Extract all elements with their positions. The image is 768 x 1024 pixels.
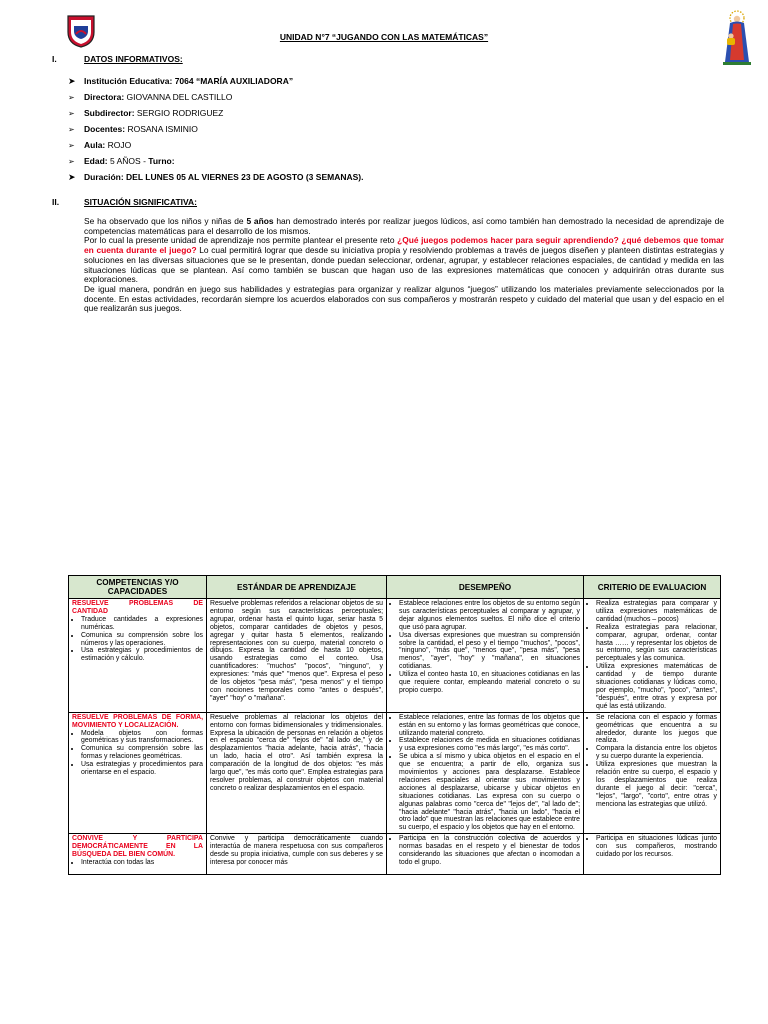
capacidades-list — [72, 616, 203, 663]
info-edad: ➢ Edad: 5 AÑOS - Turno: — [68, 156, 175, 166]
info-duracion: ➤ Duración: DEL LUNES 05 AL VIERNES 23 DE AGOSTO (3 SEMANAS). — [68, 171, 364, 182]
paragraph: Se ha observado que los niños y niñas de 5 años han demostrado interés por realizar juegos lúdicos, así como también han demostrado la necesidad de aprendizaje de competencias matemáticas para el desarrollo de los mismos. — [84, 216, 724, 236]
criterio-list — [587, 835, 717, 859]
list-item: • Utiliza expresiones que muestran la relación entre su cuerpo, el espacio y los desplazamientos que realiza durante el juego al decir: "cerca", "lejos", "largo", "corto", entre otras y menciona las estrategias que utilizó. — [596, 761, 717, 808]
info-directora: ➢ Directora: GIOVANNA DEL CASTILLO — [68, 92, 233, 102]
list-item: • Traduce cantidades a expresiones numéricas. — [81, 616, 203, 632]
desempeno-cell — [387, 712, 584, 834]
document-title: UNIDAD N°7 “JUGANDO CON LAS MATEMÁTICAS” — [279, 32, 489, 42]
arrow-bullet-icon: ➢ — [68, 108, 75, 118]
paragraph: Por lo cual la presente unidad de aprendizaje nos permite plantear el presente reto ¿Qué juegos podemos hacer para seguir aprendiendo? ¿qué debemos que tomar en cuenta durante el juego? Lo cual permitirá lograr que desde su iniciativa propia y resolviendo problemas a través de juegos diseñen y planteen distintas estrategias y soluciones en las diversas situaciones que se le presentan, donde puedan seleccionar, ordenar, agrupar, y establecer relaciones espaciales, de cantidad y medida en las situaciones lúdicas que se plantean. Así como también se buscan que hagan uso de las expresiones matemáticas que conocen y adquirirán otras durante sus exploraciones. — [84, 235, 725, 285]
competencia-title: RESUELVE PROBLEMAS DE FORMA, MOVIMIENTO Y LOCALIZACIÓN. — [72, 713, 203, 729]
competencia-title: RESUELVE PROBLEMAS DE CANTIDAD — [72, 600, 203, 615]
list-item: • Realiza estrategias para relacionar, comparar, agrupar, ordenar, contar hasta …… y representar los objetos de su entorno, según sus características perceptuales y las comunica. — [596, 624, 717, 664]
info-institucion: ➤ Institución Educativa: 7064 “MARÍA AUXILIADORA” — [68, 75, 294, 86]
desempeno-list — [390, 714, 580, 833]
estandar-cell: Resuelve problemas referidos a relacionar objetos de su entorno según sus características perceptuales; agrupar, ordenar hasta el quinto lugar, seriar hasta 5 objetos, comparar cantidades de objetos y pesos, agregar y quitar hasta 5 elementos, realizando representaciones con su cuerpo, material concreto o dibujos. Expresa la cantidad de hasta 10 objetos, usando estrategias como el conteo. Usa cuantificadores: "muchos" "pocos", "ninguno", y expresiones: "más que" "menos que". Expresa el peso de los objetos "pesa más", "pesa menos" y el tiempo con nociones temporales como "antes o después", "ayer" "hoy" o "mañana". — [207, 599, 387, 713]
list-item: • Usa estrategias y procedimientos de estimación y cálculo. — [81, 647, 203, 663]
list-item: • Realiza estrategias para comparar y utiliza expresiones matemáticas de cantidad (muchos – pocos) — [596, 600, 717, 624]
estandar-cell: Convive y participa democráticamente cuando interactúa de manera respetuosa con sus compañeros desde su propia iniciativa, cumple con sus deberes y se interesa por conocer más — [207, 834, 387, 875]
list-item: • Se relaciona con el espacio y formas geométricas que encuentra a su alrededor, durante los juegos que realiza. — [596, 714, 717, 746]
desempeno-list — [390, 835, 580, 867]
column-header: COMPETENCIAS Y/O CAPACIDADES — [69, 576, 207, 599]
list-item: • Interactúa con todas las — [81, 859, 203, 867]
criterio-cell — [584, 599, 721, 713]
table-row — [69, 599, 721, 713]
capacidades-list — [72, 730, 203, 777]
competencia-cell — [69, 599, 207, 713]
situacion-significativa-text — [84, 217, 724, 314]
desempeno-cell — [387, 834, 584, 875]
criterio-cell — [584, 712, 721, 834]
table-row — [69, 834, 721, 875]
competencia-title: CONVIVE Y PARTICIPA DEMOCRÁTICAMENTE EN LA BÚSQUEDA DEL BIEN COMÚN. — [72, 835, 203, 859]
list-item: • Utiliza el conteo hasta 10, en situaciones cotidianas en las que requiere contar, empleando material concreto o su propio cuerpo. — [399, 671, 580, 695]
list-item: • Comunica su comprensión sobre las formas y relaciones geométricas. — [81, 745, 203, 761]
criterio-cell — [584, 834, 721, 875]
section-title-datos: DATOS INFORMATIVOS: — [84, 54, 183, 64]
list-item: • Usa diversas expresiones que muestran su comprensión sobre la cantidad, el peso y el tiempo "muchos", "pocos", "ninguno", "más que", "menos que", "pesa más", "pesa menos", "ayer", "hoy" y "mañana", en situaciones cotidianas. — [399, 632, 580, 672]
section-number: II. — [52, 197, 60, 207]
arrow-bullet-icon: ➤ — [68, 171, 76, 182]
list-item: • Modela objetos con formas geométricas y sus transformaciones. — [81, 730, 203, 746]
competencias-table — [68, 575, 721, 875]
capacidades-list — [72, 859, 203, 867]
list-item: • Establece relaciones entre los objetos de su entorno según sus características perceptuales al comparar y agrupar, y dejar algunos elementos sueltos. El niño dice el criterio que usó para agrupar. — [399, 600, 580, 632]
section-title-situacion: SITUACIÓN SIGNIFICATIVA: — [84, 197, 198, 207]
info-aula: ➢ Aula: ROJO — [68, 140, 132, 150]
paragraph: De igual manera, pondrán en juego sus habilidades y estrategias para organizar y realizar algunos “juegos” utilizando los materiales previamente seleccionados por la docente. En estas actividades, recordarán siempre los acuerdos elaborados con sus compañeros y mostrarán respeto y cuidado del material que usan y del espacio en el que realizarán sus juegos. — [84, 283, 724, 314]
list-item: • Establece relaciones de medida en situaciones cotidianas y usa expresiones como "es más largo", "es más corto". — [399, 737, 580, 753]
arrow-bullet-icon: ➢ — [68, 140, 75, 150]
criterio-list — [587, 600, 717, 711]
arrow-bullet-icon: ➢ — [68, 156, 75, 166]
competencia-cell — [69, 712, 207, 834]
column-header: ESTÁNDAR DE APRENDIZAJE — [207, 576, 387, 599]
list-item: • Usa estrategias y procedimientos para orientarse en el espacio. — [81, 761, 203, 777]
list-item: • Comunica su comprensión sobre los números y las operaciones. — [81, 632, 203, 648]
section-number: I. — [52, 54, 57, 64]
arrow-bullet-icon: ➤ — [68, 75, 76, 86]
list-item: • Participa en situaciones lúdicas junto con sus compañeros, mostrando cuidado por los recursos. — [596, 835, 717, 859]
list-item: • Establece relaciones, entre las formas de los objetos que están en su entorno y las formas geométricas que conoce, utilizando material concreto. — [399, 714, 580, 738]
arrow-bullet-icon: ➢ — [68, 92, 75, 102]
column-header: DESEMPEÑO — [387, 576, 584, 599]
table-header-row — [69, 576, 721, 599]
list-item: • Compara la distancia entre los objetos y su cuerpo durante la experiencia. — [596, 745, 717, 761]
info-subdirector: ➢ Subdirector: SERGIO RODRIGUEZ — [68, 108, 224, 118]
school-logo — [66, 14, 96, 48]
desempeno-list — [390, 600, 580, 695]
table-row — [69, 712, 721, 834]
list-item: • Se ubica a sí mismo y ubica objetos en el espacio en el que se encuentra; a partir de ello, organiza sus movimientos y acciones para desplazarse. Establece relaciones espaciales al orientar sus movimientos y acciones al desplazarse, ubicarse y ubicar objetos en situaciones cotidianas. Las expresa con su cuerpo o algunas palabras como "cerca de" "lejos de", "al lado de"; "hacia adelante" "hacia atrás", "hacia un lado", "hacia el otro lado" que muestran las relaciones que establece entre su cuerpo, el espacio y los objetos que hay en el entorno. — [399, 753, 580, 832]
competencia-cell — [69, 834, 207, 875]
estandar-cell: Resuelve problemas al relacionar los objetos del entorno con formas bidimensionales y tridimensionales. Expresa la ubicación de personas en relación a objetos en el espacio "cerca de" "lejos de" "al lado de," y de desplazamientos "hacia adelante, hacia atrás", "hacia un lado, hacia el otro". Así también expresa la comparación de la longitud de dos objetos: "es más largo que", "es más corto que". Emplea estrategias para resolver problemas, al construir objetos con material concreto o realizar desplazamientos en el espacio. — [207, 712, 387, 834]
column-header: CRITERIO DE EVALUACION — [584, 576, 721, 599]
desempeno-cell — [387, 599, 584, 713]
criterio-list — [587, 714, 717, 809]
arrow-bullet-icon: ➢ — [68, 124, 75, 134]
info-list — [68, 73, 668, 185]
list-item: • Utiliza expresiones matemáticas de cantidad y de tiempo durante situaciones cotidianas y lúdicas como, por ejemplo, "mucho", "poco", "antes", "después", entre otras y expresa por qué las está utilizando. — [596, 663, 717, 710]
list-item: • Participa en la construcción colectiva de acuerdos y normas basadas en el respeto y el bienestar de todos considerando las situaciones que afectan o incomodan a todo el grupo. — [399, 835, 580, 867]
info-docentes: ➢ Docentes: ROSANA ISMINIO — [68, 124, 198, 134]
